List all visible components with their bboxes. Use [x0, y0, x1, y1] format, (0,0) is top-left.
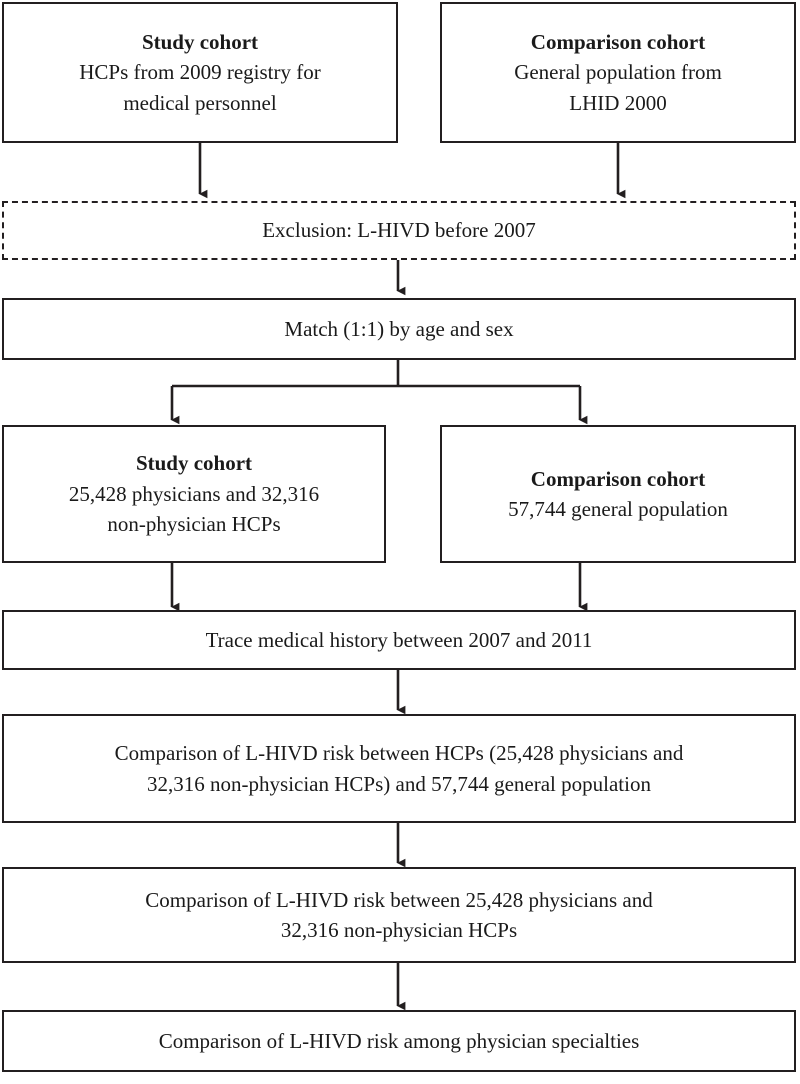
node-comparison-cohort-top-line2: LHID 2000 [569, 90, 667, 115]
node-exclusion-line1: Exclusion: L-HIVD before 2007 [262, 218, 536, 243]
node-study-cohort-top [2, 2, 398, 143]
node-comparison-cohort-matched-header: Comparison cohort [530, 466, 706, 491]
node-compare-hcp-vs-general [2, 714, 796, 823]
node-compare-physicians-vs-nonphysicians-line2: 32,316 non-physician HCPs [280, 918, 518, 942]
node-comparison-cohort-top [440, 2, 796, 143]
node-study-cohort-top-header: Study cohort [141, 29, 259, 54]
node-study-cohort-top-line2: medical personnel [123, 90, 277, 115]
node-compare-specialties-line1: Comparison of L-HIVD risk among physician specialties [158, 1028, 640, 1053]
node-match-line1: Match (1:1) by age and sex [284, 316, 514, 341]
node-exclusion [2, 201, 796, 260]
node-compare-physicians-vs-nonphysicians [2, 867, 796, 963]
node-match [2, 298, 796, 360]
node-study-cohort-matched-header: Study cohort [135, 451, 253, 476]
node-compare-hcp-vs-general-line1: Comparison of L-HIVD risk between HCPs (25,428 physicians and [114, 741, 684, 766]
node-compare-physicians-vs-nonphysicians-line1: Comparison of L-HIVD risk between 25,428 physicians and [145, 887, 653, 912]
node-study-cohort-matched [2, 425, 386, 563]
node-trace-medical-history [2, 610, 796, 670]
node-comparison-cohort-top-header: Comparison cohort [530, 29, 706, 54]
node-study-cohort-matched-line1: 25,428 physicians and 32,316 [68, 481, 320, 506]
node-comparison-cohort-matched [440, 425, 796, 563]
node-study-cohort-top-line1: HCPs from 2009 registry for [79, 60, 321, 85]
node-compare-specialties [2, 1010, 796, 1072]
node-comparison-cohort-top-line1: General population from [514, 60, 722, 85]
node-trace-medical-history-line1: Trace medical history between 2007 and 2011 [205, 627, 593, 652]
node-compare-hcp-vs-general-line2: 32,316 non-physician HCPs) and 57,744 general population [147, 771, 651, 796]
node-study-cohort-matched-line2: non-physician HCPs [107, 512, 281, 537]
node-comparison-cohort-matched-line1: 57,744 general population [508, 497, 728, 521]
